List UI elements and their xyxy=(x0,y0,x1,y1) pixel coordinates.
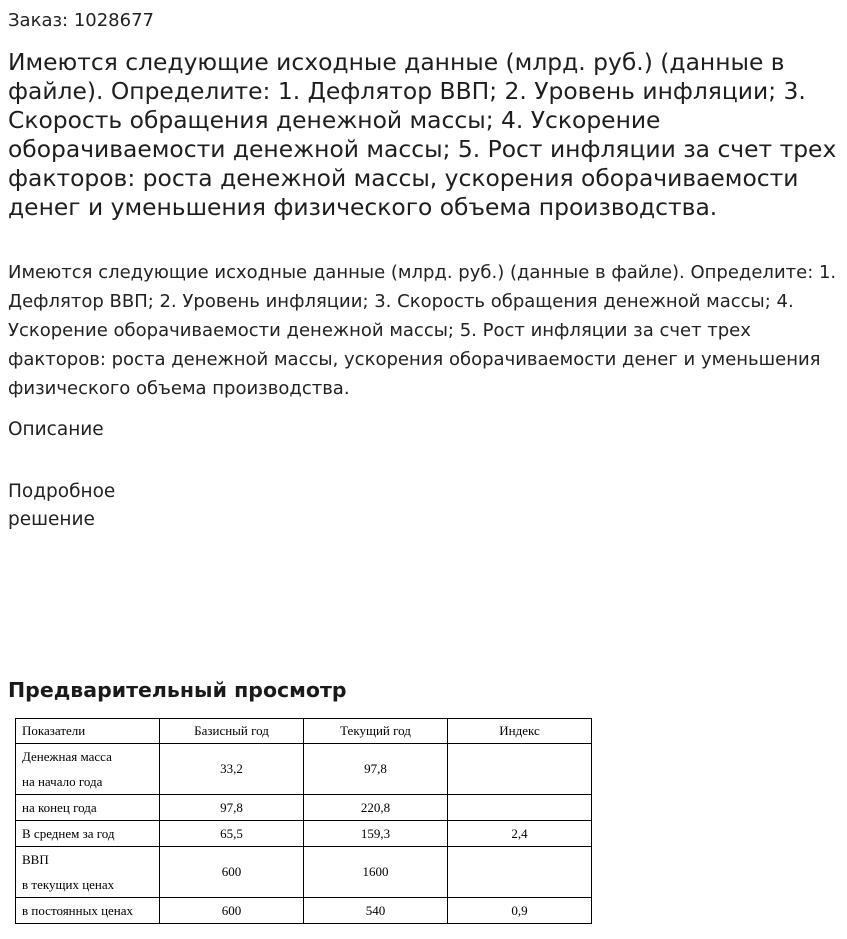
table-row xyxy=(16,795,592,821)
table-row xyxy=(16,821,592,847)
cell-index xyxy=(448,795,592,821)
task-description: Имеются следующие исходные данные (млрд. руб.) (данные в файле). Определите: 1. Дефлятор ВВП; 2. Уровень инфляции; 3. Скорость обращения денежной массы; 4. Ускорение оборачиваемости денежной массы; 5. Рост инфляции за счет трех факторов: роста денежной массы, ускорения оборачиваемости денег и уменьшения физического объема производства. xyxy=(8,262,837,399)
cell-current: 220,8 xyxy=(304,795,448,821)
row-label-line: на конец года xyxy=(22,800,97,815)
row-label xyxy=(16,795,160,821)
row-label-line: на начало года xyxy=(22,774,103,789)
description-label: Описание xyxy=(8,419,104,440)
page-title: Имеются следующие исходные данные (млрд. руб.) (данные в файле). Определите: 1. Дефлятор ВВП; 2. Уровень инфляции; 3. Скорость обращения денежной массы; 4. Ускорение оборачиваемости денежной массы; 5. Рост инфляции за счет трех факторов: роста денежной массы, ускорения оборачиваемости денег и уменьшения физического объема производства. xyxy=(8,48,837,221)
preview-title: Предварительный просмотр xyxy=(8,678,347,702)
cell-current: 97,8 xyxy=(304,744,448,795)
cell-current: 540 xyxy=(304,898,448,924)
header-index: Индекс xyxy=(448,719,592,744)
cell-index: 2,4 xyxy=(448,821,592,847)
header-base-year: Базисный год xyxy=(160,719,304,744)
row-label xyxy=(16,847,160,898)
cell-current: 1600 xyxy=(304,847,448,898)
cell-current: 159,3 xyxy=(304,821,448,847)
row-label-line: Денежная масса xyxy=(22,749,112,764)
cell-index: 0,9 xyxy=(448,898,592,924)
cell-index xyxy=(448,847,592,898)
header-indicators: Показатели xyxy=(16,719,160,744)
cell-base: 600 xyxy=(160,847,304,898)
cell-base: 65,5 xyxy=(160,821,304,847)
cell-base: 600 xyxy=(160,898,304,924)
header-current-year: Текущий год xyxy=(304,719,448,744)
row-label-line: ВВП xyxy=(22,852,49,867)
solution-label: Подробное решение xyxy=(8,481,116,530)
row-label-line: В среднем за год xyxy=(22,826,115,841)
table-row xyxy=(16,898,592,924)
order-number: Заказ: 1028677 xyxy=(8,10,154,31)
row-label xyxy=(16,821,160,847)
cell-base: 33,2 xyxy=(160,744,304,795)
row-label-line: в постоянных ценах xyxy=(22,903,134,918)
row-label-line: в текущих ценах xyxy=(22,877,115,892)
table-header-row xyxy=(16,719,592,744)
row-label xyxy=(16,744,160,795)
preview-table xyxy=(15,718,592,924)
table-row xyxy=(16,744,592,795)
row-label xyxy=(16,898,160,924)
table-row xyxy=(16,847,592,898)
cell-index xyxy=(448,744,592,795)
cell-base: 97,8 xyxy=(160,795,304,821)
